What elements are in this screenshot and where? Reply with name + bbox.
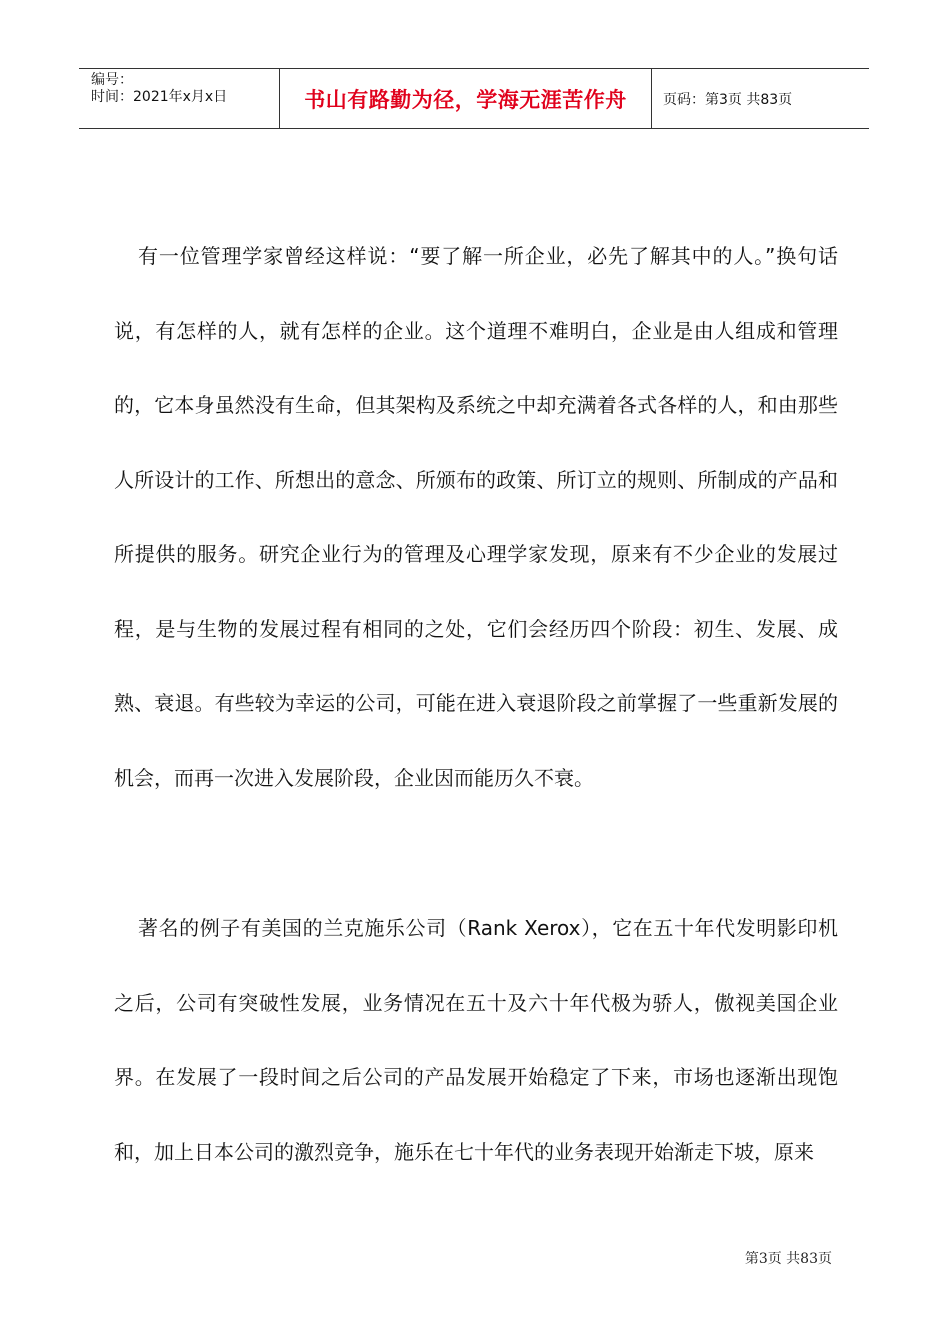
body-paragraph-2: 著名的例子有美国的兰克施乐公司（Rank Xerox），它在五十年代发明影印机之后，公司有突破性发展，业务情况在五十及六十年代极为骄人，傲视美国企业界。在发展了一段时间之后公司的产品发展开始稳定了下来，市场也逐渐出现饱和，加上日本公司的激烈竞争，施乐在七十年代的业务表现开始渐走下坡，原来	[114, 916, 838, 1164]
document-header	[79, 68, 869, 129]
header-motto: 书山有路勤为径，学海无涯苦作舟	[304, 86, 627, 112]
header-time-label: 时间：2021年x月x日	[91, 89, 228, 105]
header-number-label: 编号：	[91, 72, 133, 88]
header-motto-cell	[280, 69, 652, 128]
header-page-cell	[652, 69, 869, 128]
body-paragraph-1: 有一位管理学家曾经这样说：“要了解一所企业，必先了解其中的人。”换句话说，有怎样的人，就有怎样的企业。这个道理不难明白，企业是由人组成和管理的，它本身虽然没有生命，但其架构及系统之中却充满着各式各样的人，和由那些人所设计的工作、所想出的意念、所颁布的政策、所订立的规则、所制成的产品和所提供的服务。研究企业行为的管理及心理学家发现，原来有不少企业的发展过程，是与生物的发展过程有相同的之处，它们会经历四个阶段：初生、发展、成熟、衰退。有些较为幸运的公司，可能在进入衰退阶段之前掌握了一些重新发展的机会，而再一次进入发展阶段，企业因而能历久不衰。	[114, 244, 838, 790]
page-footer: 第3页 共83页	[744, 1251, 832, 1267]
header-page-info: 页码：第3页 共83页	[663, 91, 793, 108]
header-meta-cell	[79, 69, 280, 128]
